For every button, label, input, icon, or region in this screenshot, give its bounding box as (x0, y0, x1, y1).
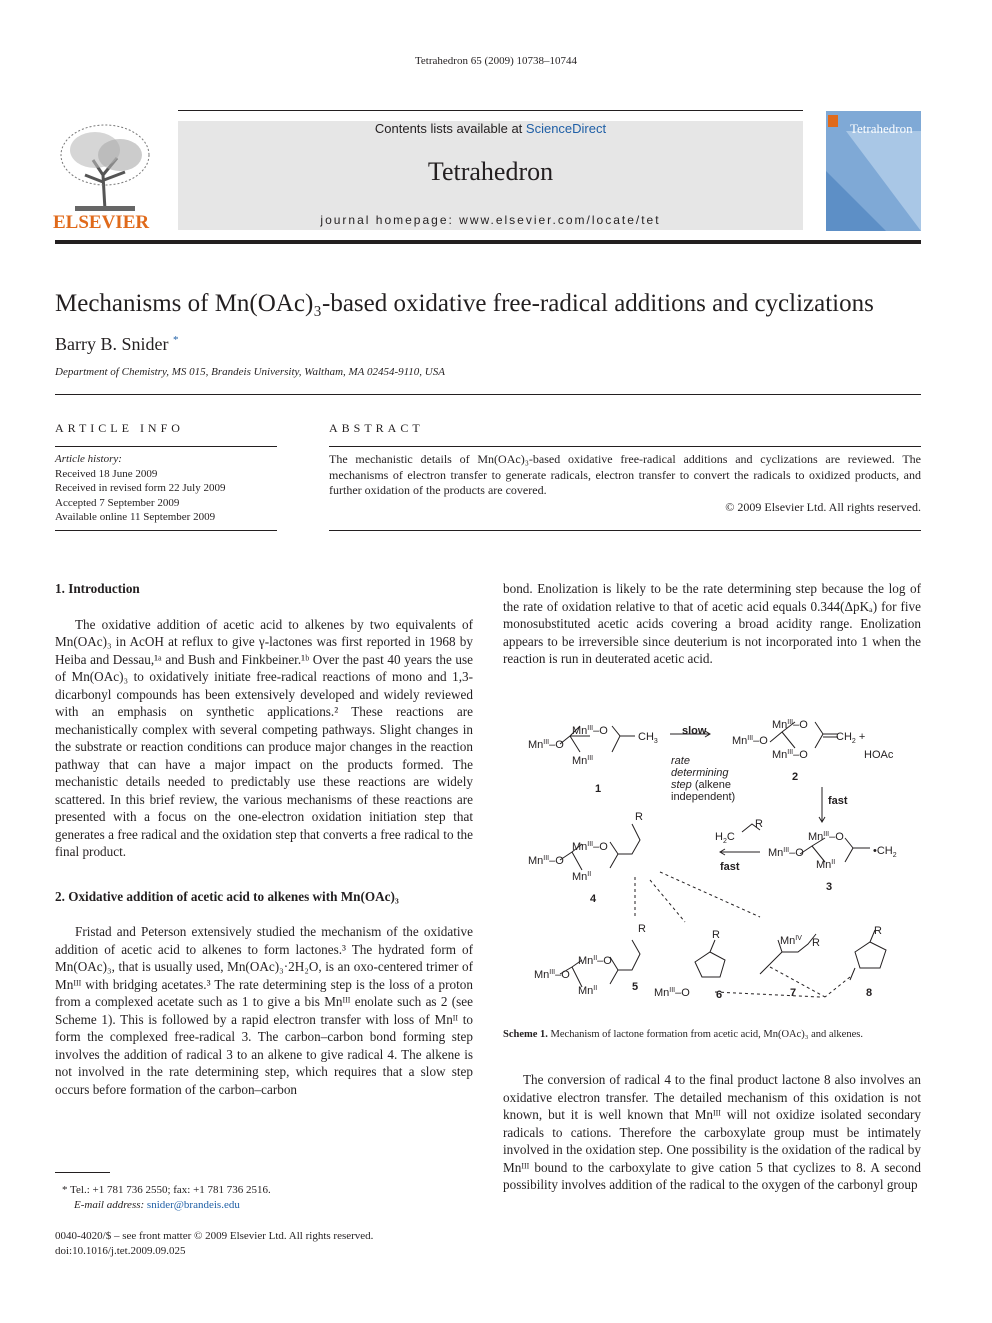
header-thick-rule (55, 240, 921, 244)
scheme-label-4: 4 (590, 893, 597, 905)
scheme-label-3: 3 (826, 881, 833, 893)
scheme-label-5: 5 (632, 981, 639, 993)
scheme-caption (503, 1029, 921, 1040)
scheme-ch2-2: $CH_2$ + (836, 731, 866, 745)
section-1-paragraph: The oxidative addition of acetic acid to alkenes by two equivalents of Mn(OAc)₃ in AcOH at reflux to give γ-lactones was first reported in 1968 by Heiba and Dessau,¹ᵃ and Bush and Finkbeiner.¹ᵇ Over the past 40 years the use of Mn(OAc)₃ to oxidatively initiate free-radical reactions of mono and 1,3-dicarbonyl compounds has been extensively developed and widely reviewed with an emphasis on synthetic applications.² These reactions are mechanistically complex with several competing pathways. Slight changes in the substrate or reaction conditions can produce major changes in the reaction pathway that can have a major impact on the products formed. The mechanistic details needed to predictably use these reactions are widely scattered. In this brief review, the various mechanisms of these reactions are presented with a focus on the one-electron oxidation initiation step that generates a free radical and the oxidation step that converts a free radical to the final product. (55, 616, 473, 859)
scheme-mn-3a: $Mn^{III}-O$ (768, 847, 804, 859)
history-online: Available online 11 September 2009 (55, 511, 216, 523)
scheme-caption-label: Scheme 1. (503, 1029, 548, 1040)
oxidation-paragraph: The conversion of radical 4 to the final product lactone 8 also involves an oxidative electron transfer. The detailed mechanism of this oxidation is not known, but it is well known that Mnᴵᴵᴵ will not oxidize isolated secondary radicals to cations. Therefore the carboxylate group must be intimately involved in the oxidation step. One possibility is the oxidation of the radical by Mnᴵᴵᴵ bound to the carboxylate to give cation 5 that cyclizes to 8. A second possibility involves addition of the radical to the oxygen of the carbonyl group (503, 1072, 921, 1192)
author-line (55, 334, 178, 355)
doi-line[interactable]: doi:10.1016/j.tet.2009.09.025 (55, 1244, 186, 1257)
journal-homepage[interactable]: journal homepage: www.elsevier.com/locate/tet (320, 213, 661, 227)
section-2-heading: 2. Oxidative addition of acetic acid to alkenes with Mn(OAc)₃ (55, 888, 399, 904)
footnote-email-line: E-mail address: snider@brandeis.edu (74, 1198, 240, 1211)
scheme-rate-note-3: step (alkene (671, 779, 731, 791)
left-column (55, 580, 473, 1098)
scheme-slow: slow (682, 725, 707, 737)
journal-cover[interactable] (826, 111, 921, 231)
right-column-bottom (503, 1071, 921, 1194)
article-info-rule (55, 446, 277, 447)
scheme-alkene: $H_2C$ (715, 831, 735, 845)
title-rule (55, 394, 921, 395)
section-1-heading: 1. Introduction (55, 581, 140, 596)
author-name: Barry B. Snider (55, 334, 169, 354)
abstract-copyright: © 2009 Elsevier Ltd. All rights reserved. (725, 500, 921, 514)
right-column-top (503, 580, 921, 668)
footnote-tel: * Tel.: +1 781 736 2550; fax: +1 781 736 2516. (62, 1184, 271, 1196)
scheme-label-8: 8 (866, 987, 873, 999)
history-accepted: Accepted 7 September 2009 (55, 496, 180, 509)
scheme-mn-3b: $Mn^{III}-O$ (808, 831, 844, 843)
footnote (62, 1183, 472, 1212)
scheme-rate-note-1: rate (671, 755, 690, 767)
scheme-r-4: R (635, 811, 643, 823)
scheme-label-2: 2 (792, 771, 799, 783)
scheme-rate-note-2: determining (671, 767, 729, 779)
scheme-mn-5a: $Mn^{III}-O$ (534, 969, 570, 981)
scheme-r-5: R (638, 923, 646, 935)
section-2-paragraph: Fristad and Peterson extensively studied the mechanism of the oxidative addition of acetic acid to alkenes to form lactones.³ The hydrated form of Mn(OAc)₃, that is usually used, Mn(OAc)₃·2H₂O, is an oxo-centered trimer of Mnᴵᴵᴵ with bridging acetates.³ The rate determining step is the loss of a proton from a complexed acetate such as 1 to give a bis Mnᴵᴵᴵ enolate such as 2 (see Scheme 1). This is followed by a rapid electron transfer with loss of Mnᴵᴵ to form the complexed free-radical 3. The carbon–carbon bond forming step involves the addition of radical 3 to an alkene to give radical 4. The alkene is not involved in the rate determining step, which requires that a slow step occurs before formation of the carbon–carbon (55, 924, 473, 1097)
scheme-caption-text: Mechanism of lactone formation from acetic acid, Mn(OAc)₃ and alkenes. (550, 1029, 863, 1040)
cover-title: Tetrahedron (850, 121, 913, 136)
front-matter (55, 1229, 475, 1258)
article-info-heading: ARTICLE INFO (55, 421, 184, 435)
article-history (55, 452, 277, 525)
scheme-1 (520, 712, 920, 1012)
abstract-heading: ABSTRACT (329, 421, 424, 435)
scheme-mn-5b: $Mn^{II}-O$ (578, 955, 612, 967)
scheme-mn-1a: $Mn^{III}-O$ (528, 739, 564, 751)
abstract-rule (329, 446, 921, 447)
affiliation: Department of Chemistry, MS 015, Brandeis University, Waltham, MA 02454-9110, USA (55, 366, 445, 378)
elsevier-logo[interactable] (55, 120, 155, 235)
scheme-r-6: R (712, 929, 720, 941)
scheme-mn-6: $Mn^{III}-O$ (654, 987, 690, 999)
contents-line: Contents lists available at ScienceDirect (374, 121, 607, 136)
author-footnote-mark[interactable]: * (172, 334, 179, 346)
journal-title: Tetrahedron (427, 157, 554, 186)
scheme-mn-4a: $Mn^{III}-O$ (528, 855, 564, 867)
scheme-label-6: 6 (716, 989, 723, 1001)
scheme-rate-note-4: independent) (671, 791, 736, 803)
scheme-r-8: R (874, 925, 882, 937)
article-info-bottom-rule (55, 530, 277, 531)
scheme-hoac: HOAc (864, 749, 894, 761)
history-received: Received 18 June 2009 (55, 467, 158, 480)
enolization-paragraph: bond. Enolization is likely to be the rate determining step because the log of the rate of oxidation relative to that of acetic acid equals 0.344(ΔpKₐ) for five monosubstituted acetic acids covering a broad acidity range. Enolization appears to be irreversible since deuterium is not incorporated into 1 when the reaction is run in deuterated acetic acid. (503, 581, 921, 666)
history-label: Article history: (55, 453, 122, 465)
scheme-label-7: 7 (790, 987, 797, 999)
scheme-mn-5c: $Mn^{II}$ (578, 985, 598, 997)
abstract-text: The mechanistic details of Mn(OAc)₃-based oxidative free-radical additions and cyclizations are reviewed. The mechanisms of electron transfer to generate radicals, electron transfer to convert the radicals to oxidized products, and further oxidation of the products are covered. (329, 452, 921, 497)
scheme-fast-down: fast (828, 795, 848, 807)
header-rule (178, 110, 803, 111)
author-email-link[interactable]: snider@brandeis.edu (146, 1198, 240, 1211)
scheme-mn-4c: $Mn^{II}$ (572, 871, 592, 883)
scheme-drawing (520, 712, 920, 1012)
journal-citation: Tetrahedron 65 (2009) 10738–10744 (414, 55, 578, 67)
scheme-mn-2b: $Mn^{III}-O$ (772, 719, 808, 731)
scheme-ch3: $CH_3$ (638, 731, 658, 745)
sciencedirect-link[interactable]: ScienceDirect (525, 121, 607, 136)
scheme-mn-1b: $Mn^{III}-O$ (572, 725, 608, 737)
scheme-mn-1c: $Mn^{III}$ (572, 755, 594, 767)
scheme-mn-2a: $Mn^{III}-O$ (732, 735, 768, 747)
scheme-mn-3c: $Mn^{II}$ (816, 859, 836, 871)
scheme-mn-4b: $Mn^{III}-O$ (572, 841, 608, 853)
scheme-r-7: R (812, 937, 820, 949)
scheme-mn-2c: $Mn^{III}-O$ (772, 749, 808, 761)
abstract-bottom-rule (329, 530, 921, 531)
footnote-rule (55, 1172, 110, 1173)
scheme-r-alkene: R (755, 818, 763, 830)
scheme-fast-left: fast (720, 861, 740, 873)
issn-line: 0040-4020/$ – see front matter © 2009 Elsevier Ltd. All rights reserved. (55, 1230, 374, 1242)
scheme-label-1: 1 (595, 783, 602, 795)
article-title: Mechanisms of Mn(OAc)₃-based oxidative free-radical additions and cyclizations (55, 290, 874, 317)
scheme-ch2-3: $•CH_2$ (873, 845, 897, 859)
journal-banner (178, 121, 803, 230)
publisher-name: ELSEVIER (53, 212, 150, 233)
scheme-mn-7: $Mn^{IV}$ (780, 935, 802, 947)
history-revised: Received in revised form 22 July 2009 (55, 482, 226, 494)
